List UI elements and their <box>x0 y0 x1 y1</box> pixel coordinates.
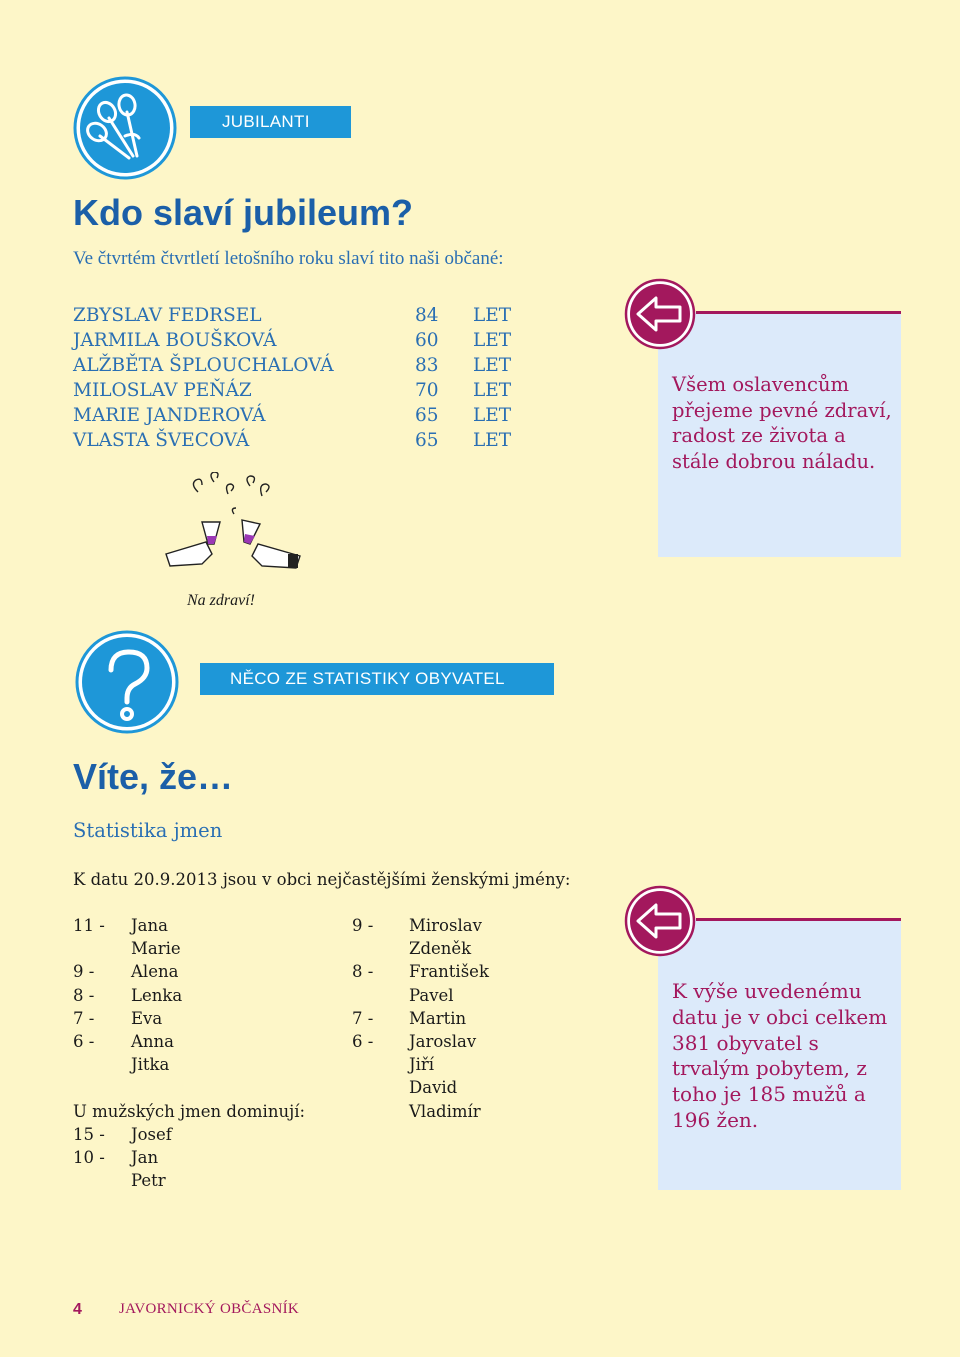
back-arrow-icon <box>624 278 696 350</box>
page-number: 4 <box>73 1301 82 1318</box>
jubilant-age: 65 <box>415 405 439 426</box>
page-title: Kdo slaví jubileum? <box>73 192 414 233</box>
name-cell: Jiří <box>409 1055 435 1075</box>
section-label-statistika: NĚCO ZE STATISTIKY OBYVATEL <box>200 663 554 695</box>
table-row <box>73 939 333 962</box>
question-badge-icon <box>75 630 179 734</box>
jubilant-age: 84 <box>415 305 439 326</box>
jubilant-age: 83 <box>415 355 439 376</box>
table-row <box>73 1125 333 1148</box>
name-cell: Vladimír <box>409 1101 481 1121</box>
toast-caption: Na zdraví! <box>187 592 255 609</box>
name-cell: Jan <box>131 1147 159 1167</box>
name-cell: Marie <box>131 939 181 959</box>
jubilant-age: 60 <box>415 330 439 351</box>
jubilant-name: ALŽBĚTA ŠPLOUCHALOVÁ <box>73 355 334 376</box>
jubilanti-intro: Ve čtvrtém čtvrtletí letošního roku slaví tito naši občané: <box>73 248 504 269</box>
jubilant-unit: LET <box>473 405 512 426</box>
list-item <box>73 405 543 430</box>
name-cell: Jitka <box>131 1055 170 1075</box>
list-item <box>73 355 543 380</box>
count-cell: 6 - <box>352 1031 374 1051</box>
jubilant-unit: LET <box>473 305 512 326</box>
name-cell: David <box>409 1078 458 1098</box>
count-cell: 7 - <box>73 1008 95 1028</box>
table-row <box>352 1009 592 1032</box>
name-cell: Eva <box>131 1008 163 1028</box>
jubilant-name: ZBYSLAV FEDRSEL <box>73 305 262 326</box>
name-cell: Anna <box>131 1031 175 1051</box>
count-cell: 9 - <box>352 916 374 935</box>
name-cell: Miroslav <box>409 916 482 935</box>
toast-glasses-icon <box>162 472 304 582</box>
male-names-right <box>352 916 592 1125</box>
name-cell: Lenka <box>131 985 183 1005</box>
wishes-topline <box>696 311 901 314</box>
name-cell: František <box>409 962 489 982</box>
name-cell: Zdeněk <box>409 939 472 959</box>
jubilant-unit: LET <box>473 330 512 351</box>
count-cell: 15 - <box>73 1124 105 1144</box>
section-heading: Víte, že… <box>73 756 234 797</box>
table-row <box>73 962 333 985</box>
table-row <box>352 1102 592 1125</box>
table-row <box>352 916 592 939</box>
jubilant-unit: LET <box>473 355 512 376</box>
table-row <box>73 1032 333 1055</box>
male-names-label: U mužských jmen dominují: <box>73 1101 306 1121</box>
count-cell: 7 - <box>352 1008 374 1028</box>
list-item <box>73 305 543 330</box>
section-label-jubilanti: JUBILANTI <box>190 106 351 138</box>
jubilant-name: MARIE JANDEROVÁ <box>73 405 266 426</box>
table-row <box>352 1078 592 1101</box>
section-subheading: Statistika jmen <box>73 819 223 842</box>
jubilant-name: JARMILA BOUŠKOVÁ <box>73 330 277 351</box>
list-item <box>73 330 543 355</box>
table-row <box>352 962 592 985</box>
population-topline <box>696 918 901 921</box>
list-item <box>73 430 543 455</box>
jubilant-unit: LET <box>473 430 512 451</box>
name-cell: Pavel <box>409 985 454 1005</box>
statistika-intro: K datu 20.9.2013 jsou v obci nejčastějšími ženskými jmény: <box>73 870 571 889</box>
jubilant-name: MILOSLAV PEŇÁZ <box>73 380 252 401</box>
table-row <box>352 986 592 1009</box>
count-cell: 8 - <box>352 962 374 982</box>
table-row <box>73 1171 333 1194</box>
table-row <box>352 939 592 962</box>
jubilant-age: 70 <box>415 380 439 401</box>
name-cell: Martin <box>409 1008 467 1028</box>
table-row <box>73 986 333 1009</box>
list-item <box>73 380 543 405</box>
count-cell: 8 - <box>73 985 95 1005</box>
count-cell: 6 - <box>73 1031 95 1051</box>
population-text: K výše uvedenému datu je v obci celkem 381 obyvatel s trvalým pobytem, z toho je 185 mužů a 196 žen. <box>672 979 888 1132</box>
name-cell: Jaroslav <box>409 1031 477 1051</box>
name-cell: Petr <box>131 1171 166 1191</box>
table-row <box>73 1009 333 1032</box>
female-names-left <box>73 916 333 1194</box>
jubilant-list <box>73 305 543 455</box>
jubilant-name: VLASTA ŠVECOVÁ <box>73 430 250 451</box>
table-row <box>352 1032 592 1055</box>
count-cell: 10 - <box>73 1147 105 1167</box>
publication-name: JAVORNICKÝ OBČASNÍK <box>119 1301 300 1317</box>
back-arrow-icon <box>624 885 696 957</box>
name-cell: Josef <box>131 1124 172 1144</box>
roses-badge-icon <box>73 76 177 180</box>
table-row <box>73 1055 333 1078</box>
table-row <box>73 1148 333 1171</box>
table-row <box>352 1055 592 1078</box>
spacer-row <box>73 1078 333 1101</box>
wishes-text: Všem oslavencům přejeme pevné zdraví, radost ze života a stále dobrou náladu. <box>672 373 892 473</box>
jubilant-unit: LET <box>473 380 512 401</box>
name-cell: Jana <box>131 916 168 935</box>
jubilant-age: 65 <box>415 430 439 451</box>
count-cell: 11 - <box>73 916 105 935</box>
count-cell: 9 - <box>73 962 95 982</box>
table-row <box>73 916 333 939</box>
male-names-label-row <box>73 1102 333 1125</box>
name-cell: Alena <box>131 962 179 982</box>
